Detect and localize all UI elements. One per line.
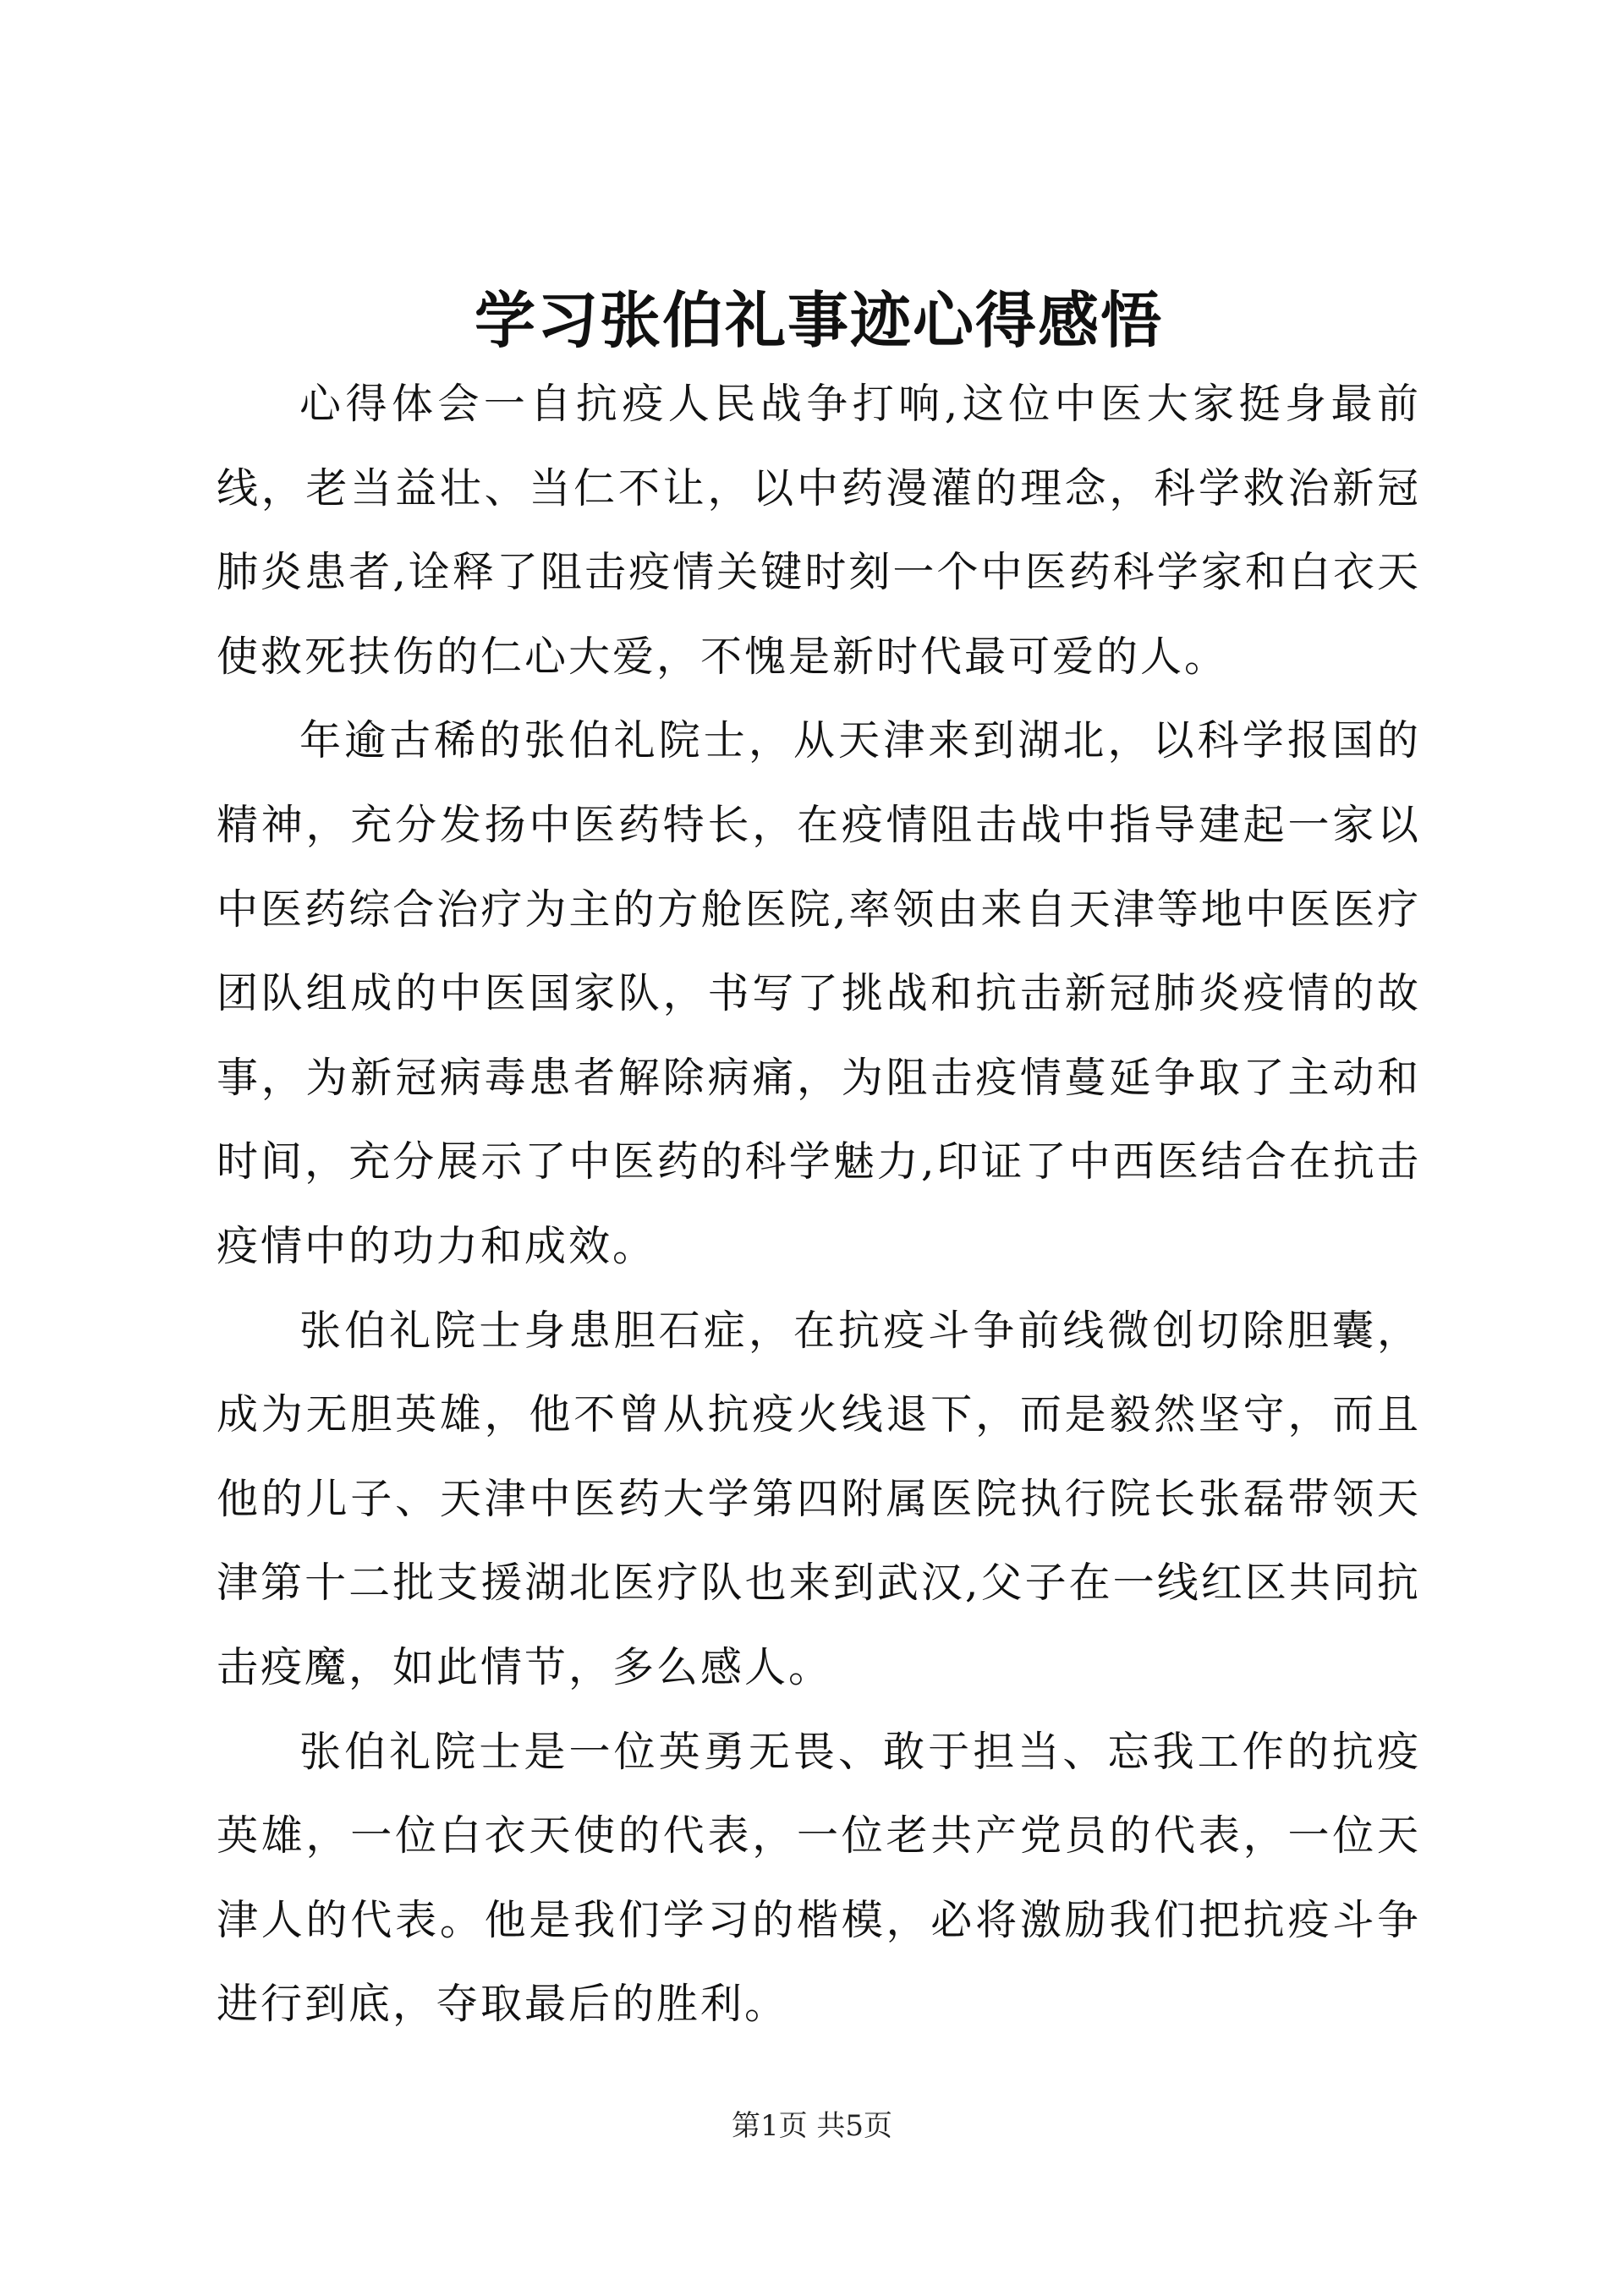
paragraph-3: 张伯礼院士身患胆石症，在抗疫斗争前线微创切除胆囊，成为无胆英雄，他不曾从抗疫火线退下，而是毅然坚守，而且他的儿子、天津中医药大学第四附属医院执行院长张磊带领天津第十二批支援湖北医疗队也来到武汉,父子在一线红区共同抗击疫魔，如此情节，多么感人。 — [217, 1306, 1421, 1691]
paragraph-2: 年逾古稀的张伯礼院士，从天津来到湖北，以科学报国的精神，充分发扬中医药特长，在疫情阻击战中指导建起一家以中医药综合治疗为主的方舱医院,率领由来自天津等地中医医疗团队组成的中医国家队，书写了挑战和抗击新冠肺炎疫情的故事，为新冠病毒患者解除病痛，为阻击疫情蔓延争取了主动和时间，充分展示了中医药的科学魅力,印证了中西医结合在抗击疫情中的功力和成效。 — [217, 716, 1421, 1270]
paragraph-4: 张伯礼院士是一位英勇无畏、敢于担当、忘我工作的抗疫英雄，一位白衣天使的代表，一位老共产党员的代表，一位天津人的代表。他是我们学习的楷模，必将激励我们把抗疫斗争进行到底，夺取最后的胜利。 — [217, 1727, 1421, 2029]
paragraph-1: 心得体会一自抗疫人民战争打响,这位中医大家挺身最前线，老当益壮、当仁不让，以中药漫灌的理念，科学救治新冠肺炎患者,诠释了阻击疫情关键时刻一个中医药科学家和白衣天使救死扶伤的仁心大爱，不愧是新时代最可爱的人。 — [217, 380, 1421, 681]
page-number-footer: 第1页 共5页 — [731, 2109, 893, 2143]
document-title: 学习张伯礼事迹心得感悟 — [474, 284, 1163, 356]
